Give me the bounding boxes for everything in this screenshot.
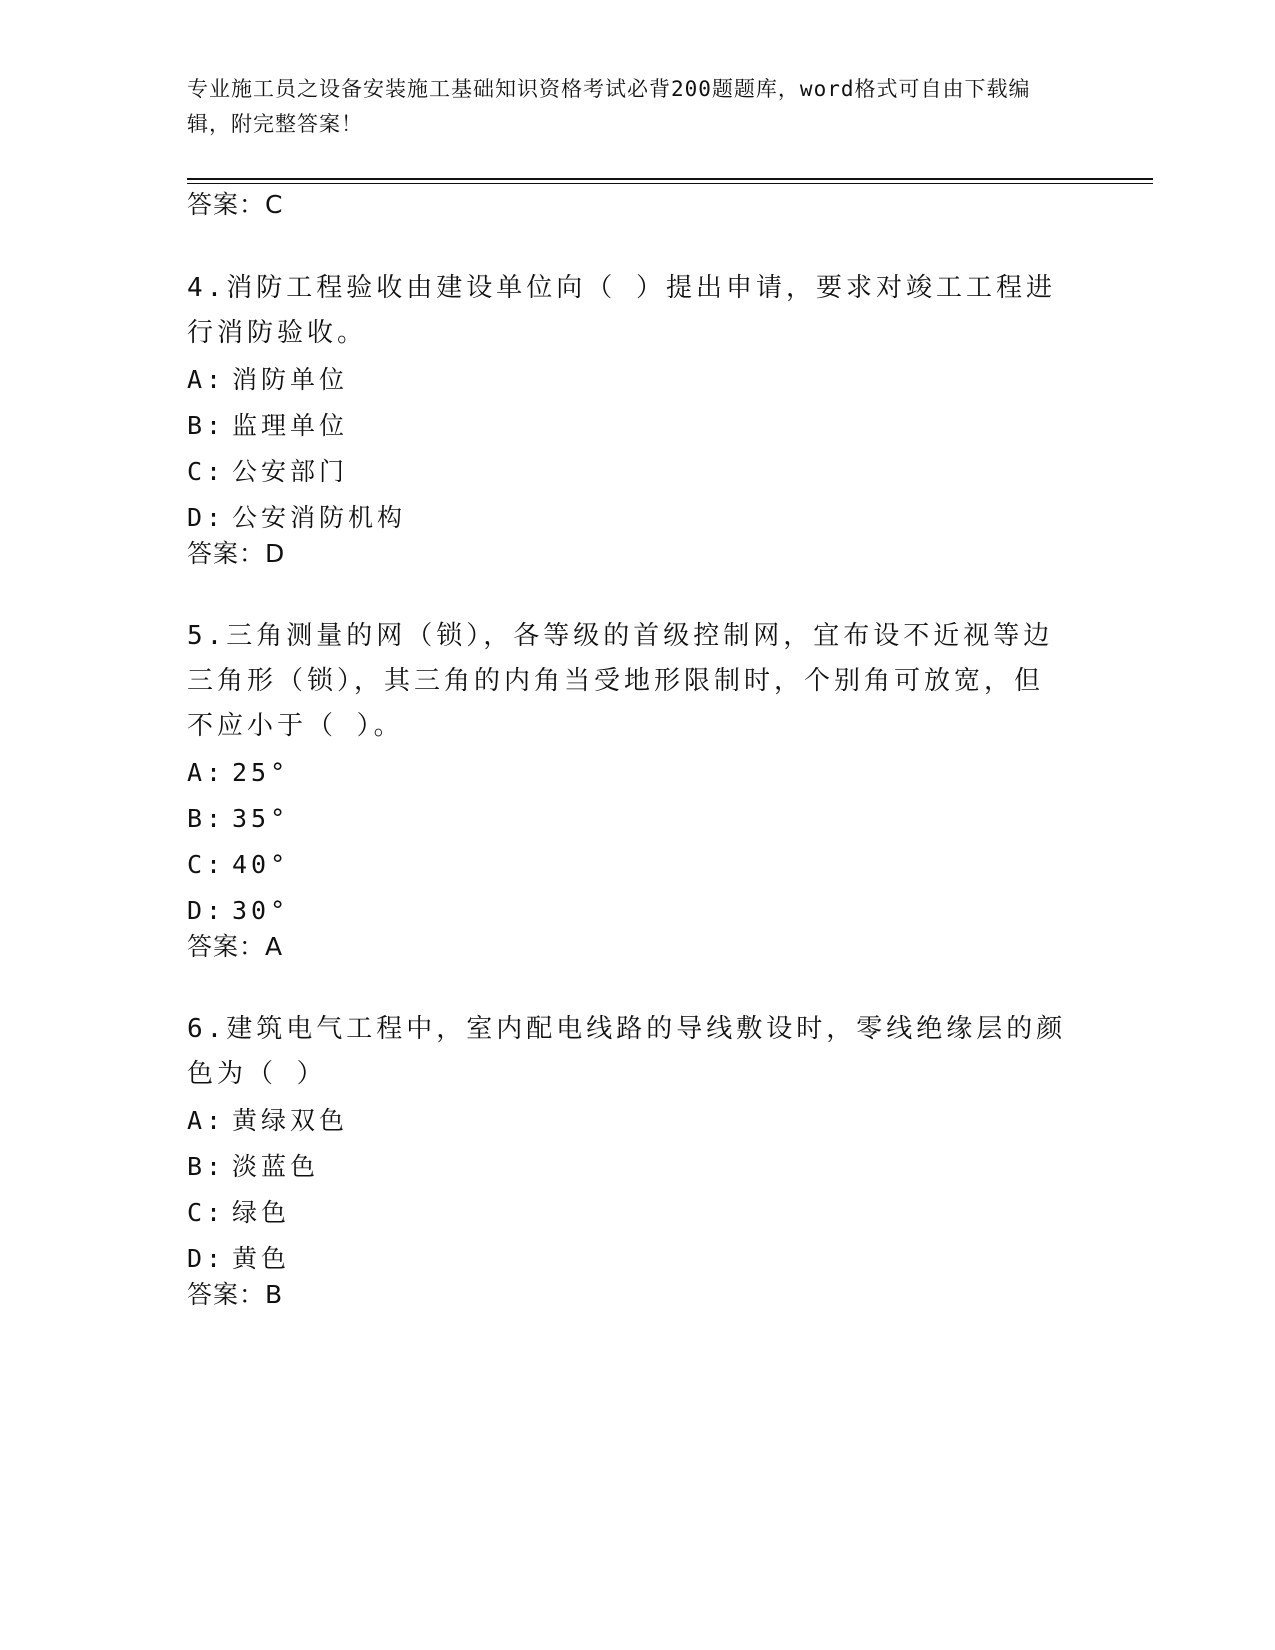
option-list: [187, 750, 1067, 934]
option-letter: C:: [187, 1198, 226, 1227]
option-text: 淡蓝色: [232, 1152, 320, 1181]
question-block-4: [187, 266, 1067, 541]
option-text: 绿色: [232, 1198, 291, 1227]
option-b: [187, 403, 1067, 449]
header-rule-thick: [187, 178, 1153, 180]
option-list: [187, 357, 1067, 541]
option-c: [187, 1190, 1067, 1236]
option-letter: A:: [187, 1106, 226, 1135]
option-letter: B:: [187, 804, 226, 833]
option-text: 黄色: [232, 1244, 291, 1273]
question-stem: 4.消防工程验收由建设单位向（ ）提出申请，要求对竣工工程进行消防验收。: [187, 273, 1056, 348]
answer-q4: 答案：D: [187, 539, 286, 568]
question-stem: 5.三角测量的网（锁），各等级的首级控制网，宜布设不近视等边三角形（锁），其三角的内角当受地形限制时，个别角可放宽，但不应小于（ ）。: [187, 621, 1054, 741]
header-rule-thin: [187, 183, 1153, 184]
option-list: [187, 1098, 1067, 1282]
question-block-6: [187, 1007, 1067, 1282]
option-text: 35°: [232, 804, 290, 833]
option-c: [187, 842, 1067, 888]
option-d: [187, 495, 1067, 541]
option-text: 黄绿双色: [232, 1106, 349, 1135]
option-text: 公安部门: [232, 457, 349, 486]
option-a: [187, 750, 1067, 796]
option-b: [187, 1144, 1067, 1190]
option-b: [187, 796, 1067, 842]
question-block-5: [187, 614, 1067, 934]
option-text: 监理单位: [232, 411, 349, 440]
option-letter: A:: [187, 758, 226, 787]
question-stem: 6.建筑电气工程中，室内配电线路的导线敷设时，零线绝缘层的颜色为（ ）: [187, 1014, 1067, 1089]
document-header: 专业施工员之设备安装施工基础知识资格考试必背200题题库，word格式可自由下载编辑，附完整答案！: [187, 77, 1031, 136]
answer-q5: 答案：A: [187, 932, 284, 961]
previous-answer: 答案：C: [187, 190, 284, 219]
option-text: 消防单位: [232, 365, 349, 394]
option-letter: A:: [187, 365, 226, 394]
option-letter: C:: [187, 850, 226, 879]
option-c: [187, 449, 1067, 495]
option-letter: C:: [187, 457, 226, 486]
option-text: 40°: [232, 850, 290, 879]
option-d: [187, 1236, 1067, 1282]
option-text: 30°: [232, 896, 290, 925]
option-letter: D:: [187, 503, 226, 532]
option-text: 公安消防机构: [232, 503, 407, 532]
option-letter: D:: [187, 1244, 226, 1273]
option-letter: B:: [187, 411, 226, 440]
option-d: [187, 888, 1067, 934]
answer-q6: 答案：B: [187, 1280, 284, 1309]
option-a: [187, 1098, 1067, 1144]
option-a: [187, 357, 1067, 403]
option-text: 25°: [232, 758, 290, 787]
option-letter: B:: [187, 1152, 226, 1181]
option-letter: D:: [187, 896, 226, 925]
